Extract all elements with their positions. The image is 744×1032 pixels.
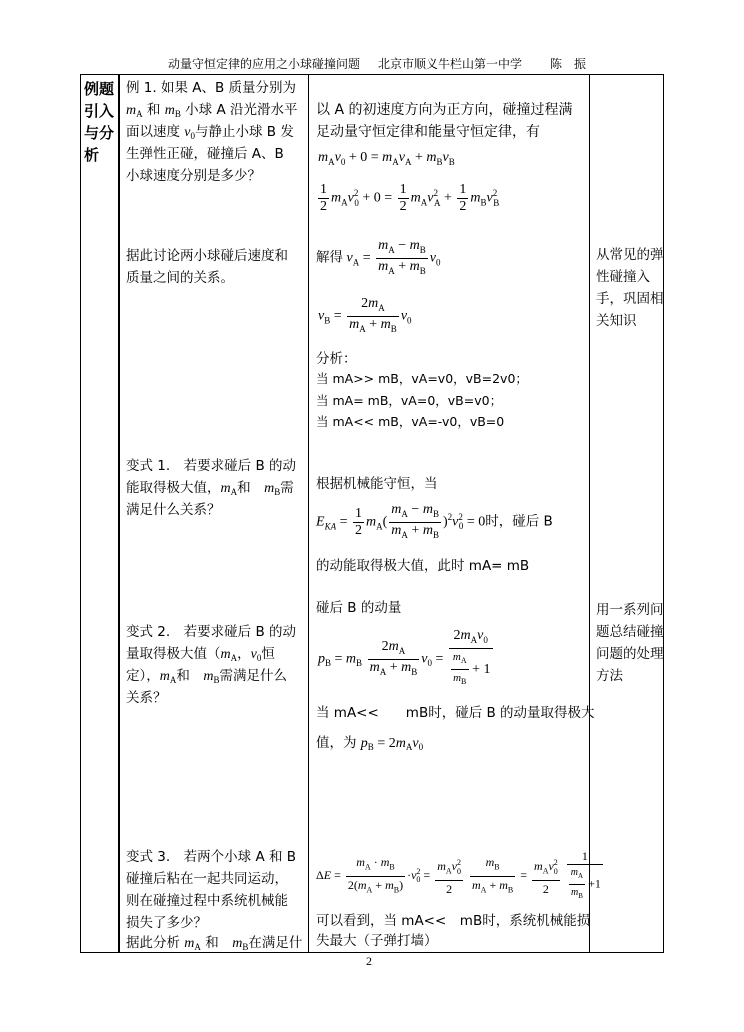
table-left-border: [80, 75, 81, 953]
header-title: 动量守恒定律的应用之小球碰撞问题: [168, 57, 361, 71]
intro-line-2: 足动量守恒定律和能量守恒定律，有: [316, 124, 540, 140]
ex1-line-2: $m_A$ 和 $m_B$ 小球 A 沿光滑水平: [126, 102, 298, 119]
note2-line-1: 用一系列问: [596, 602, 664, 618]
note1-line-1: 从常见的弹: [596, 247, 664, 263]
loss-line-1: 可以看到，当 mA<< mB时，系统机械能损: [316, 913, 591, 929]
delta-e-equation: ΔE = $\frac{m_A \cdot m_B}{2(m_A + m_B)}$ $\cdot v^2_0$ = $\frac{m_Av^2_0}{2}$ $\frac{m_B}{m_A + m_B}$ = $\frac{m_Av^2_0}{2}$ 1 $\frac{m_A}{m_B}$ +1: [316, 849, 601, 900]
v3-line-5: 据此分析 $m_A$ 和 $m_B$在满足什: [126, 935, 303, 952]
ex1-line-1: 例 1. 如果 A、B 质量分别为: [126, 80, 297, 96]
note1-line-2: 性碰撞入: [596, 269, 650, 285]
analysis-label: 分析：: [316, 351, 357, 367]
header-school: 北京市顺义牛栏山第一中学: [378, 57, 523, 71]
v2-line-3: 定），$m_A$和 $m_B$需满足什么: [126, 668, 288, 685]
case-1: 当 mA>> mB，vA=v0，vB=2v0；: [316, 371, 528, 386]
v2-line-1: 变式 2. 若要求碰后 B 的动: [126, 624, 297, 640]
case-3: 当 mA<< mB，vA=-v0，vB=0: [316, 414, 505, 429]
mom-line-1: 碰后 B 的动量: [316, 600, 402, 616]
v3-line-3: 则在碰撞过程中系统机械能: [126, 893, 288, 909]
note1-line-4: 关知识: [596, 313, 637, 329]
pb-equation: $p_B = m_B$ $\frac{2m_A}{m_A + m_B}$ $v_0$ = $2m_Av_0$ $\frac{m_A}{m_B}$ + 1: [318, 628, 491, 687]
page-number: 2: [366, 954, 372, 968]
v1-line-3: 满足什么关系？: [126, 502, 221, 518]
column-divider-3: [589, 75, 590, 953]
case-2: 当 mA= mB，vA=0，vB=v0；: [316, 393, 503, 408]
mom-line-2: 当 mA<< mB时，碰后 B 的动量取得极大: [316, 705, 595, 721]
v1-line-1: 变式 1. 若要求碰后 B 的动: [126, 458, 297, 474]
intro-line-1: 以 A 的初速度方向为正方向，碰撞过程满: [316, 102, 573, 118]
loss-line-2: 失最大（子弹打墙）: [316, 933, 438, 949]
column-divider-2: [308, 75, 309, 953]
ex1-line-3: 面以速度 $v_0$与静止小球 B 发: [126, 124, 294, 141]
note2-line-4: 方法: [596, 668, 623, 684]
v2-line-2: 量取得极大值（$m_A$，$v_0$恒: [126, 646, 275, 663]
v3-line-1: 变式 3. 若两个小球 A 和 B: [126, 849, 297, 865]
va-solution: 解得 $v_A$ = $\frac{m_A - m_B}{m_A + m_B}$ $v_0$: [316, 238, 441, 276]
note1-line-3: 手，巩固相: [596, 291, 664, 307]
v1-line-2: 能取得极大值，$m_A$和 $m_B$需: [126, 480, 294, 497]
v3-line-4: 损失了多少？: [126, 915, 207, 931]
disc-line-1: 据此讨论两小球碰后速度和: [126, 248, 288, 264]
section-label: 例题引入与分析: [84, 80, 115, 164]
disc-line-2: 质量之间的关系。: [126, 270, 234, 286]
table-right-border: [663, 75, 664, 953]
ke-equation: $E_{KA}$ = $\frac{1}{2}$ $m_A$( $\frac{m_A - m_B}{m_A + m_B}$ )$^2v^2_0 = 0$时，碰后 B: [316, 502, 553, 540]
header-author: 陈 振: [550, 57, 587, 71]
momentum-equation: $m_Av_0 + 0 = m_Av_A + m_Bv_B$: [318, 150, 455, 167]
ex1-line-5: 小球速度分别是多少？: [126, 168, 261, 184]
v3-line-2: 碰撞后粘在一起共同运动，: [126, 871, 288, 887]
vb-solution: $v_B$ = $\frac{2m_A}{m_A + m_B}$ $v_0$: [318, 296, 412, 334]
column-divider-1: [118, 75, 120, 953]
energy-equation: $\frac{1}{2}$ $m_Av^2_0 + 0$ = $\frac{1}{2}$ $m_Av^2_A$ + $\frac{1}{2}$ $m_Bv^2_B$: [320, 182, 500, 214]
note2-line-2: 题总结碰撞: [596, 624, 664, 640]
ke-line-3: 的动能取得极大值，此时 mA= mB: [316, 558, 530, 574]
table-top-border: [80, 74, 664, 75]
mom-line-3: 值，为 $p_B = 2m_Av_0$: [316, 735, 424, 752]
v2-line-4: 关系？: [126, 690, 167, 706]
note2-line-3: 问题的处理: [596, 646, 664, 662]
ex1-line-4: 生弹性正碰，碰撞后 A、B: [126, 146, 284, 162]
ke-line-1: 根据机械能守恒，当: [316, 476, 438, 492]
